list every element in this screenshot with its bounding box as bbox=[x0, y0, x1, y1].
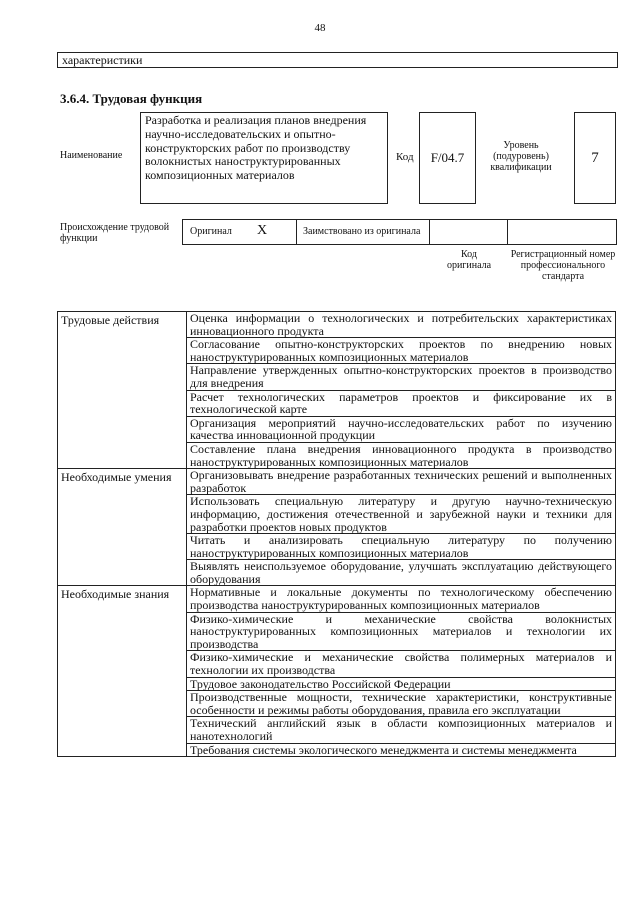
section-item-cell: Выявлять неиспользуемое оборудование, улучшать эксплуатацию действующего оборудования bbox=[187, 560, 616, 586]
section-item-cell: Требования системы экологического менеджмента и системы менеджмента bbox=[187, 743, 616, 757]
section-item-cell: Физико-химические и механические свойства волокнистых наноструктурированных композиционных материалов и технологии их производства bbox=[187, 612, 616, 651]
section-item-cell: Расчет технологических параметров проектов и фиксирование их в технологической карте bbox=[187, 390, 616, 416]
page-number: 48 bbox=[314, 22, 326, 34]
section-item-cell: Читать и анализировать специальную литературу по получению наноструктурированных композиционных материалов bbox=[187, 534, 616, 560]
code-label: Код bbox=[396, 151, 414, 163]
name-label: Наименование bbox=[60, 150, 123, 161]
origin-code-cell bbox=[430, 220, 508, 244]
reg-number-caption: Регистрационный номер профессионального стандарта bbox=[510, 249, 616, 282]
section-item-cell: Согласование опытно-конструкторских проектов по внедрению новых наноструктурированных композиционных материалов bbox=[187, 338, 616, 364]
section-item-cell: Производственные мощности, технические характеристики, конструктивные особенности и режимы работы оборудования, правила его эксплуатации bbox=[187, 691, 616, 717]
section-category-cell: Необходимые умения bbox=[58, 469, 187, 586]
function-details-table bbox=[57, 311, 616, 757]
borrowed-label: Заимствовано из оригинала bbox=[303, 226, 421, 237]
section-item-cell: Составление плана внедрения инновационного продукта в производство наноструктурированных композиционных материалов bbox=[187, 442, 616, 468]
origin-label: Происхождение трудовой функции bbox=[60, 222, 170, 244]
section-item-cell: Организация мероприятий научно-исследовательских работ по изучению качества инновационной продукции bbox=[187, 416, 616, 442]
section-item-cell: Технический английский язык в области композиционных материалов и нанотехнологий bbox=[187, 717, 616, 743]
origin-original-cell bbox=[183, 220, 297, 244]
section-category-cell: Необходимые знания bbox=[58, 586, 187, 757]
section-item-cell: Направление утвержденных опытно-конструкторских проектов в производство для внедрения bbox=[187, 364, 616, 390]
section-item-cell: Организовывать внедрение разработанных технических решений и выполненных разработок bbox=[187, 469, 616, 495]
code-original-caption: Код оригинала bbox=[446, 249, 492, 271]
continued-cell-text: характеристики bbox=[62, 53, 143, 67]
original-mark: X bbox=[257, 223, 268, 238]
table-row bbox=[58, 469, 616, 495]
function-code-box: F/04.7 bbox=[419, 112, 476, 204]
origin-row bbox=[182, 219, 617, 245]
table-row bbox=[58, 312, 616, 338]
section-title: 3.6.4. Трудовая функция bbox=[60, 91, 203, 106]
section-item-cell: Оценка информации о технологических и потребительских характеристиках инновационного продукта bbox=[187, 312, 616, 338]
origin-borrowed-cell bbox=[297, 220, 430, 244]
section-item-cell: Нормативные и локальные документы по технологическому обеспечению производства наноструктурированных композиционных материалов bbox=[187, 586, 616, 612]
section-item-cell: Трудовое законодательство Российской Федерации bbox=[187, 677, 616, 691]
qualification-level-box: 7 bbox=[574, 112, 616, 204]
qualification-level-label: Уровень (подуровень) квалификации bbox=[490, 140, 552, 173]
section-item-cell: Физико-химические и механические свойства полимерных материалов и технологии их производства bbox=[187, 651, 616, 677]
section-item-cell: Использовать специальную литературу и другую научно-техническую информацию, достижения отечественной и зарубежной науки и техники для разработки проектов новых продуктов bbox=[187, 495, 616, 534]
continued-table-strip bbox=[57, 52, 618, 68]
origin-reg-number-cell bbox=[508, 220, 616, 244]
function-name-box: Разработка и реализация планов внедрения научно-исследовательских и опытно-конструкторских работ по производству волокнистых наноструктурированных композиционных материалов bbox=[140, 112, 388, 204]
table-row bbox=[58, 586, 616, 612]
section-category-cell: Трудовые действия bbox=[58, 312, 187, 469]
original-label: Оригинал bbox=[190, 226, 232, 237]
